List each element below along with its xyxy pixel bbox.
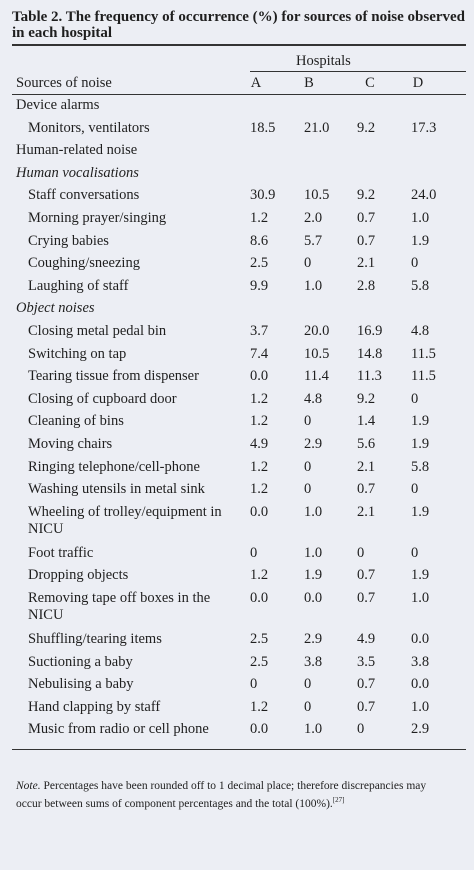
- cell-a: 0: [250, 676, 258, 693]
- cell-c: 4.9: [357, 631, 376, 647]
- title-rule: [12, 44, 466, 46]
- cell-b: 0: [304, 676, 312, 693]
- cell-c: 3.5: [357, 653, 376, 670]
- row-label: Foot traffic: [28, 544, 94, 561]
- cell-a: 3.7: [250, 323, 269, 339]
- cell-a: 1.2: [250, 698, 269, 715]
- cell-b: 10.5: [304, 187, 330, 204]
- cell-b: 1.0: [304, 503, 323, 520]
- cell-b: 1.0: [304, 544, 323, 561]
- cell-a: 9.9: [250, 277, 269, 294]
- cell-d: 1.0: [411, 698, 430, 715]
- cell-c: 9.2: [357, 187, 376, 204]
- cell-b: 1.0: [304, 277, 323, 294]
- cell-b: 21.0: [304, 119, 330, 136]
- cell-c: 5.6: [357, 436, 376, 452]
- cell-a: 0.0: [250, 590, 269, 606]
- cell-a: 0.0: [250, 721, 269, 738]
- cell-b: 0: [304, 413, 312, 430]
- cell-c: 0.7: [357, 590, 376, 606]
- row-label: Dropping objects: [28, 567, 129, 584]
- row-label: Shuffling/tearing items: [28, 631, 162, 647]
- row-label: Cleaning of bins: [28, 413, 124, 430]
- cell-a: 0.0: [250, 368, 269, 385]
- cell-d: 2.9: [411, 721, 430, 738]
- cell-a: 2.5: [250, 653, 269, 670]
- cell-a: 8.6: [250, 232, 269, 249]
- cell-c: 2.1: [357, 255, 376, 272]
- cell-b: 10.5: [304, 345, 330, 362]
- column-header-a: A: [250, 75, 262, 91]
- cell-c: 9.2: [357, 390, 376, 407]
- row-label: Ringing telephone/cell-phone: [28, 458, 200, 475]
- note-label: Note.: [16, 780, 41, 792]
- cell-b: 2.9: [304, 631, 323, 647]
- cell-a: 18.5: [250, 119, 276, 136]
- cell-a: 2.5: [250, 631, 269, 647]
- cell-c: 11.3: [357, 368, 382, 385]
- cell-a: 7.4: [250, 345, 269, 362]
- cell-b: 1.9: [304, 567, 323, 584]
- cell-b: 1.0: [304, 721, 323, 738]
- row-label: Washing utensils in metal sink: [28, 481, 205, 498]
- column-header-d: D: [412, 75, 424, 91]
- row-label: Closing of cupboard door: [28, 390, 177, 407]
- row-label: Music from radio or cell phone: [28, 721, 209, 738]
- cell-d: 1.9: [411, 436, 430, 452]
- cell-a: 1.2: [250, 413, 269, 430]
- row-label: Tearing tissue from dispenser: [28, 368, 199, 385]
- cell-b: 3.8: [304, 653, 323, 670]
- cell-b: 4.8: [304, 390, 323, 407]
- cell-b: 2.0: [304, 210, 323, 226]
- cell-d: 1.9: [411, 503, 430, 520]
- row-label: Nebulising a baby: [28, 676, 134, 693]
- cell-c: 0.7: [357, 232, 376, 249]
- row-label: Switching on tap: [28, 345, 127, 362]
- cell-b: 2.9: [304, 436, 323, 452]
- cell-c: 0: [357, 721, 365, 738]
- cell-c: 0.7: [357, 210, 376, 226]
- hospitals-rule: [250, 71, 466, 72]
- cell-a: 1.2: [250, 390, 269, 407]
- cell-b: 5.7: [304, 232, 323, 249]
- cell-d: 5.8: [411, 458, 430, 475]
- row-label: Hand clapping by staff: [28, 698, 161, 715]
- cell-c: 1.4: [357, 413, 376, 430]
- table-note: [16, 779, 446, 811]
- cell-a: 30.9: [250, 187, 276, 204]
- cell-d: 0.0: [411, 631, 430, 647]
- row-label: Laughing of staff: [28, 277, 129, 294]
- row-label: Closing metal pedal bin: [28, 323, 167, 339]
- cell-c: 0.7: [357, 567, 376, 584]
- cell-a: 1.2: [250, 567, 269, 584]
- cell-a: 1.2: [250, 210, 269, 226]
- table-title: Table 2. The frequency of occurrence (%) for sources of noise observed in each hospital: [12, 9, 466, 41]
- column-header-b: B: [304, 75, 314, 91]
- cell-a: 2.5: [250, 255, 269, 272]
- row-label: Coughing/sneezing: [28, 255, 140, 272]
- cell-b: 0: [304, 458, 312, 475]
- row-label: Moving chairs: [28, 436, 113, 452]
- cell-b: 20.0: [304, 323, 330, 339]
- cell-c: 2.1: [357, 458, 376, 475]
- cell-d: 0: [411, 390, 419, 407]
- cell-a: 4.9: [250, 436, 269, 452]
- cell-a: 1.2: [250, 481, 269, 498]
- cell-c: 16.9: [357, 323, 383, 339]
- cell-d: 24.0: [411, 187, 437, 204]
- cell-c: 0.7: [357, 481, 376, 498]
- cell-b: 0.0: [304, 590, 323, 606]
- cell-c: 2.1: [357, 503, 376, 520]
- cell-a: 0: [250, 544, 258, 561]
- cell-b: 0: [304, 481, 312, 498]
- cell-d: 1.9: [411, 413, 430, 430]
- cell-d: 17.3: [411, 119, 437, 136]
- sources-header: Sources of noise: [16, 75, 112, 91]
- cell-d: 1.9: [411, 232, 430, 249]
- cell-c: 9.2: [357, 119, 376, 136]
- cell-d: 11.5: [411, 345, 436, 362]
- cell-d: 3.8: [411, 653, 430, 670]
- cell-d: 5.8: [411, 277, 430, 294]
- cell-d: 0: [411, 481, 419, 498]
- cell-b: 0: [304, 698, 312, 715]
- row-label: Human-related noise: [16, 142, 138, 159]
- row-label: Staff conversations: [28, 187, 140, 204]
- header-rule: [12, 94, 466, 95]
- row-label: Crying babies: [28, 232, 109, 249]
- cell-a: 1.2: [250, 458, 269, 475]
- row-label: Human vocalisations: [16, 164, 139, 181]
- row-label: Removing tape off boxes in the NICU: [28, 590, 211, 623]
- cell-b: 0: [304, 255, 312, 272]
- cell-d: 0: [411, 255, 419, 272]
- note-reference: [27]: [332, 796, 345, 804]
- cell-c: 2.8: [357, 277, 376, 294]
- cell-d: 1.9: [411, 567, 430, 584]
- cell-c: 0.7: [357, 698, 376, 715]
- row-label: Wheeling of trolley/equipment in NICU: [28, 503, 222, 537]
- row-label: Suctioning a baby: [28, 653, 133, 670]
- cell-d: 0: [411, 544, 419, 561]
- cell-d: 1.0: [411, 590, 430, 606]
- cell-d: 11.5: [411, 368, 436, 385]
- row-label: Object noises: [16, 300, 95, 317]
- cell-c: 14.8: [357, 345, 383, 362]
- cell-c: 0: [357, 544, 365, 561]
- note-text: Percentages have been rounded off to 1 decimal place; therefore discrepancies may occur between sums of component percentages and the total (100%).: [16, 780, 427, 810]
- cell-c: 0.7: [357, 676, 376, 693]
- row-label: Device alarms: [16, 97, 100, 113]
- cell-b: 11.4: [304, 368, 329, 385]
- row-label: Monitors, ventilators: [28, 119, 150, 136]
- cell-d: 0.0: [411, 676, 430, 693]
- row-label: Morning prayer/singing: [28, 210, 167, 226]
- column-header-c: C: [365, 75, 375, 91]
- bottom-rule: [12, 749, 466, 750]
- cell-d: 4.8: [411, 323, 430, 339]
- cell-a: 0.0: [250, 503, 269, 520]
- hospitals-header: Hospitals: [296, 53, 351, 69]
- cell-d: 1.0: [411, 210, 430, 226]
